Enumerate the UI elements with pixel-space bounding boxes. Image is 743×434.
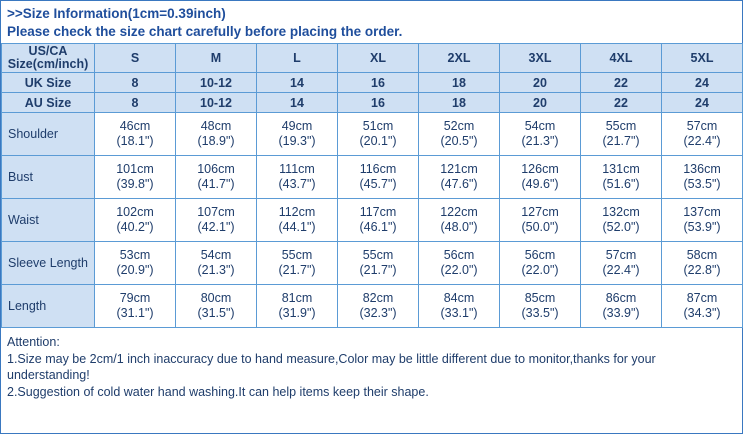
measurement-inch: (20.9") <box>116 263 154 277</box>
size-chart-instruction: Please check the size chart carefully before placing the order. <box>7 24 403 39</box>
measurement-cell <box>500 156 581 199</box>
measurement-cell <box>662 199 743 242</box>
uk-size-cell: 8 <box>95 73 176 93</box>
measurement-cm: 122cm <box>440 205 478 219</box>
header <box>1 1 742 43</box>
measurement-inch: (53.5") <box>683 177 721 191</box>
table-row <box>2 156 743 199</box>
measurement-cm: 80cm <box>200 291 232 305</box>
size-header-cell: 5XL <box>662 44 743 73</box>
measurement-inch: (32.3") <box>359 306 397 320</box>
measurement-cell <box>500 242 581 285</box>
measurement-cm: 58cm <box>686 248 718 262</box>
measurement-inch: (21.7") <box>278 263 316 277</box>
measurement-cell <box>500 113 581 156</box>
measurement-cell <box>95 242 176 285</box>
size-header-cell: XL <box>338 44 419 73</box>
au-size-label: AU Size <box>2 93 95 113</box>
measurement-inch: (31.5") <box>197 306 235 320</box>
size-header-cell: S <box>95 44 176 73</box>
measurement-cell <box>338 242 419 285</box>
measurement-cm: 48cm <box>200 119 232 133</box>
measurement-inch: (21.3") <box>521 134 559 148</box>
uk-size-cell: 10-12 <box>176 73 257 93</box>
measurement-cm: 84cm <box>443 291 475 305</box>
measurement-cell <box>176 242 257 285</box>
measurement-cell <box>257 242 338 285</box>
measurement-cell <box>338 156 419 199</box>
measurement-cm: 57cm <box>605 248 637 262</box>
measurement-cm: 55cm <box>605 119 637 133</box>
measurement-inch: (53.9") <box>683 220 721 234</box>
measurement-cm: 85cm <box>524 291 556 305</box>
measurement-inch: (33.5") <box>521 306 559 320</box>
measurement-cell <box>176 199 257 242</box>
measurement-cell <box>581 242 662 285</box>
measurement-cell <box>662 242 743 285</box>
measurement-cm: 81cm <box>281 291 313 305</box>
measurement-inch: (18.1") <box>116 134 154 148</box>
measurement-inch: (22.0") <box>440 263 478 277</box>
measurement-inch: (22.4") <box>602 263 640 277</box>
measurement-cell <box>176 156 257 199</box>
table-row <box>2 113 743 156</box>
measurement-cm: 55cm <box>362 248 394 262</box>
measurement-cell <box>500 199 581 242</box>
measurement-cm: 136cm <box>683 162 721 176</box>
row-header-label <box>2 44 95 73</box>
measurement-cell <box>581 156 662 199</box>
measurement-cell <box>95 199 176 242</box>
measurement-cell <box>257 113 338 156</box>
au-size-cell: 22 <box>581 93 662 113</box>
measurement-cm: 101cm <box>116 162 154 176</box>
measurement-cm: 56cm <box>524 248 556 262</box>
measurement-cell <box>581 285 662 328</box>
uk-size-cell: 20 <box>500 73 581 93</box>
measurement-cm: 46cm <box>119 119 151 133</box>
measurement-inch: (22.8") <box>683 263 721 277</box>
table-row <box>2 199 743 242</box>
attention-note-2: 2.Suggestion of cold water hand washing.It can help items keep their shape. <box>7 384 429 399</box>
measurement-cm: 107cm <box>197 205 235 219</box>
measurement-inch: (34.3") <box>683 306 721 320</box>
size-header-cell: 4XL <box>581 44 662 73</box>
measurement-cm: 55cm <box>281 248 313 262</box>
measurement-cm: 117cm <box>359 205 397 219</box>
table-header-row <box>2 44 743 73</box>
measurement-inch: (22.4") <box>683 134 721 148</box>
au-size-cell: 18 <box>419 93 500 113</box>
uk-size-cell: 16 <box>338 73 419 93</box>
measurement-inch: (20.1") <box>359 134 397 148</box>
measurement-cell <box>95 113 176 156</box>
table-row <box>2 242 743 285</box>
measurement-inch: (51.6") <box>602 177 640 191</box>
measurement-cell <box>662 113 743 156</box>
measurement-inch: (52.0") <box>602 220 640 234</box>
measurement-inch: (43.7") <box>278 177 316 191</box>
measurement-cell <box>662 156 743 199</box>
measurement-inch: (50.0") <box>521 220 559 234</box>
uk-size-row <box>2 73 743 93</box>
measurement-inch: (18.9") <box>197 134 235 148</box>
row-header-label-line1: US/CA <box>28 44 68 58</box>
au-size-cell: 10-12 <box>176 93 257 113</box>
measurement-inch: (41.7") <box>197 177 235 191</box>
measurement-cell <box>500 285 581 328</box>
measurement-cell <box>419 156 500 199</box>
au-size-cell: 8 <box>95 93 176 113</box>
measurement-inch: (47.6") <box>440 177 478 191</box>
measurement-cm: 54cm <box>524 119 556 133</box>
measurement-inch: (40.2") <box>116 220 154 234</box>
measurement-cm: 53cm <box>119 248 151 262</box>
measurement-cell <box>581 113 662 156</box>
measurement-cm: 79cm <box>119 291 151 305</box>
measurement-inch: (33.9") <box>602 306 640 320</box>
measurement-cm: 106cm <box>197 162 235 176</box>
measurement-cm: 126cm <box>521 162 559 176</box>
row-header-label-line2: Size(cm/inch) <box>7 57 89 71</box>
measurement-inch: (33.1") <box>440 306 478 320</box>
attention-section <box>1 328 742 400</box>
size-header-cell: L <box>257 44 338 73</box>
size-header-cell: 2XL <box>419 44 500 73</box>
measurement-cm: 127cm <box>521 205 559 219</box>
measurement-cm: 87cm <box>686 291 718 305</box>
au-size-cell: 24 <box>662 93 743 113</box>
measurement-cell <box>581 199 662 242</box>
attention-title: Attention: <box>7 335 60 349</box>
measurement-inch: (49.6") <box>521 177 559 191</box>
measurement-inch: (42.1") <box>197 220 235 234</box>
measurement-cm: 102cm <box>116 205 154 219</box>
measurement-cm: 121cm <box>440 162 478 176</box>
measurement-cell <box>176 113 257 156</box>
measurement-inch: (21.7") <box>359 263 397 277</box>
au-size-cell: 20 <box>500 93 581 113</box>
measurement-cell <box>176 285 257 328</box>
measurement-cm: 116cm <box>359 162 397 176</box>
measurement-inch: (48.0") <box>440 220 478 234</box>
measurement-label: Shoulder <box>2 113 95 156</box>
measurement-label: Length <box>2 285 95 328</box>
measurement-cell <box>257 156 338 199</box>
size-information-title: >>Size Information(1cm=0.39inch) <box>7 6 226 21</box>
measurement-cm: 57cm <box>686 119 718 133</box>
measurement-cm: 51cm <box>362 119 394 133</box>
measurement-label: Waist <box>2 199 95 242</box>
measurement-cm: 131cm <box>602 162 640 176</box>
au-size-cell: 14 <box>257 93 338 113</box>
measurement-cell <box>419 242 500 285</box>
uk-size-cell: 18 <box>419 73 500 93</box>
measurement-cell <box>419 285 500 328</box>
measurement-cell <box>662 285 743 328</box>
uk-size-label: UK Size <box>2 73 95 93</box>
measurement-inch: (20.5") <box>440 134 478 148</box>
measurement-cell <box>419 199 500 242</box>
measurement-cell <box>95 285 176 328</box>
uk-size-cell: 14 <box>257 73 338 93</box>
measurement-cell <box>95 156 176 199</box>
measurement-inch: (31.9") <box>278 306 316 320</box>
measurement-cell <box>338 113 419 156</box>
measurement-cm: 112cm <box>278 205 316 219</box>
uk-size-cell: 24 <box>662 73 743 93</box>
measurement-cell <box>257 285 338 328</box>
table-row <box>2 285 743 328</box>
measurement-cell <box>257 199 338 242</box>
measurement-inch: (39.8") <box>116 177 154 191</box>
measurement-label: Sleeve Length <box>2 242 95 285</box>
au-size-row <box>2 93 743 113</box>
measurement-inch: (21.3") <box>197 263 235 277</box>
size-header-cell: M <box>176 44 257 73</box>
measurement-cm: 132cm <box>602 205 640 219</box>
measurement-cm: 56cm <box>443 248 475 262</box>
measurement-cm: 111cm <box>279 162 315 176</box>
size-chart-table <box>1 43 743 328</box>
measurement-cm: 86cm <box>605 291 637 305</box>
measurement-inch: (44.1") <box>278 220 316 234</box>
measurement-cm: 54cm <box>200 248 232 262</box>
measurement-inch: (46.1") <box>359 220 397 234</box>
measurement-cell <box>338 285 419 328</box>
size-header-cell: 3XL <box>500 44 581 73</box>
measurement-inch: (19.3") <box>278 134 316 148</box>
measurement-label: Bust <box>2 156 95 199</box>
uk-size-cell: 22 <box>581 73 662 93</box>
measurement-inch: (22.0") <box>521 263 559 277</box>
measurement-cm: 137cm <box>683 205 721 219</box>
au-size-cell: 16 <box>338 93 419 113</box>
measurement-cell <box>338 199 419 242</box>
measurement-cm: 82cm <box>362 291 394 305</box>
measurement-inch: (21.7") <box>602 134 640 148</box>
measurement-cm: 52cm <box>443 119 475 133</box>
measurement-cell <box>419 113 500 156</box>
attention-note-1: 1.Size may be 2cm/1 inch inaccuracy due to hand measure,Color may be little different due to monitor,thanks for your understanding! <box>7 351 656 382</box>
measurement-inch: (45.7") <box>359 177 397 191</box>
measurement-inch: (31.1") <box>116 306 154 320</box>
measurement-cm: 49cm <box>281 119 313 133</box>
